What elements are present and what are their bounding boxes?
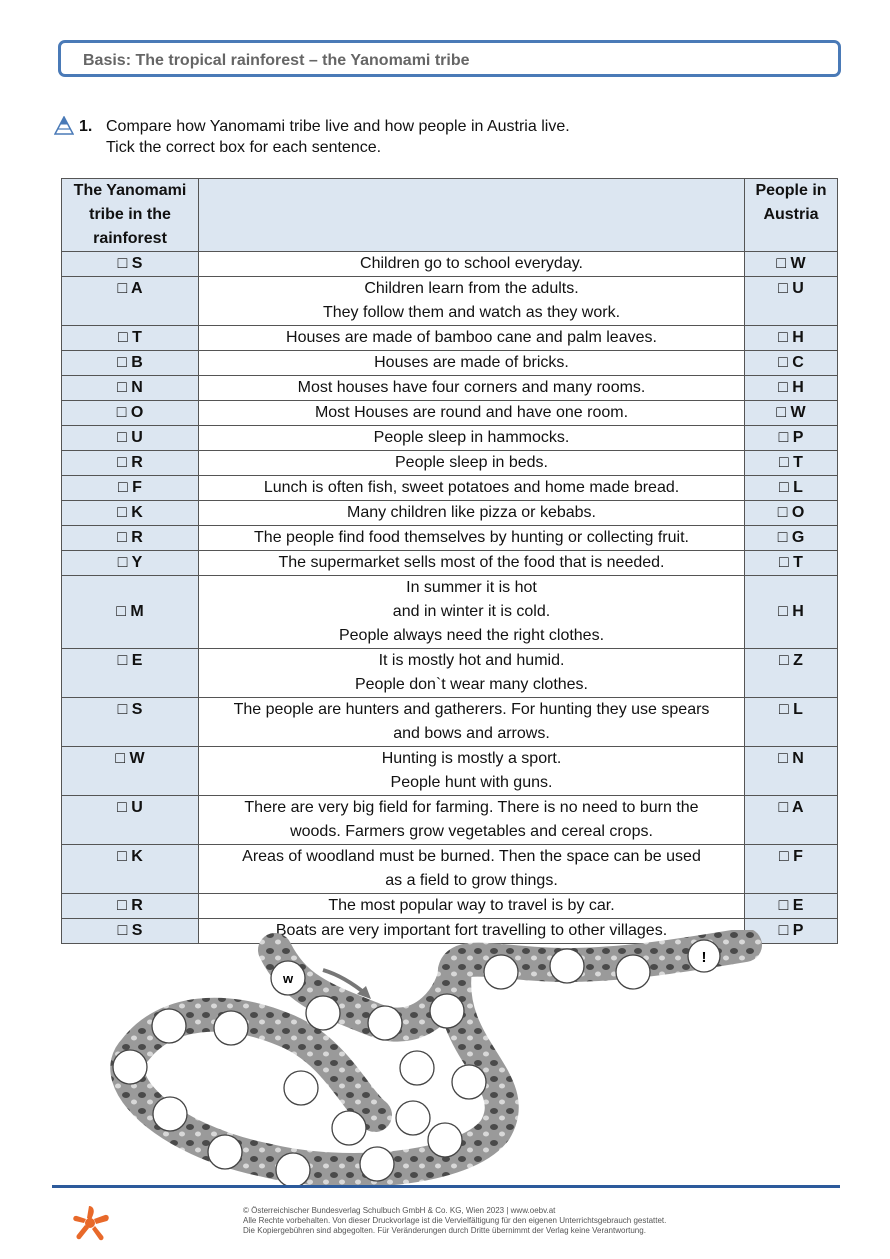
yanomami-checkbox[interactable]: □ O [62, 401, 199, 426]
yanomami-checkbox[interactable]: □ U [62, 426, 199, 451]
header-box [58, 40, 841, 77]
austria-checkbox[interactable]: □ L [745, 698, 838, 747]
statement-cell [199, 894, 745, 919]
task-number: 1. [79, 118, 93, 135]
statement-cell [199, 426, 745, 451]
yanomami-checkbox[interactable]: □ K [62, 845, 199, 894]
yanomami-checkbox[interactable]: □ R [62, 451, 199, 476]
statement-line: Children learn from the adults. [364, 280, 579, 297]
austria-checkbox[interactable]: □ W [745, 401, 838, 426]
yanomami-checkbox[interactable]: □ F [62, 476, 199, 501]
yanomami-checkbox[interactable]: □ Y [62, 551, 199, 576]
table-row [62, 277, 838, 326]
statement-cell [199, 351, 745, 376]
yanomami-checkbox[interactable]: □ W [62, 747, 199, 796]
austria-checkbox[interactable]: □ C [745, 351, 838, 376]
austria-checkbox[interactable]: □ T [745, 451, 838, 476]
austria-checkbox[interactable]: □ W [745, 252, 838, 277]
table-row [62, 576, 838, 649]
table-row [62, 526, 838, 551]
table-row [62, 894, 838, 919]
austria-checkbox[interactable]: □ G [745, 526, 838, 551]
column-header-yanomami: The Yanomami tribe in the rainforest [62, 179, 199, 252]
statement-line: Many children like pizza or kebabs. [346, 504, 596, 521]
table-row [62, 649, 838, 698]
table-row [62, 426, 838, 451]
statement-cell [199, 376, 745, 401]
statement-cell [199, 476, 745, 501]
statement-line: Lunch is often fish, sweet potatoes and home made bread. [263, 479, 680, 496]
table-row [62, 796, 838, 845]
comparison-table [61, 178, 838, 944]
yanomami-checkbox[interactable]: □ S [62, 698, 199, 747]
austria-checkbox[interactable]: □ P [745, 919, 838, 944]
yanomami-checkbox[interactable]: □ K [62, 501, 199, 526]
statement-line: In summer it is hot [406, 579, 537, 596]
table-row [62, 252, 838, 277]
statement-line: Most Houses are round and have one room. [314, 404, 629, 421]
yanomami-checkbox[interactable]: □ T [62, 326, 199, 351]
statement-line: People hunt with guns. [390, 774, 553, 791]
austria-checkbox[interactable]: □ H [745, 576, 838, 649]
level-pyramid-icon [54, 116, 74, 136]
statement-line: as a field to grow things. [385, 872, 558, 889]
publisher-logo-icon [72, 1204, 112, 1244]
austria-checkbox[interactable]: □ H [745, 376, 838, 401]
statement-line: It is mostly hot and humid. [378, 652, 565, 669]
yanomami-checkbox[interactable]: □ E [62, 649, 199, 698]
footer-copyright [243, 1206, 666, 1236]
column-header-austria: People in Austria [745, 179, 838, 252]
statement-line: Houses are made of bricks. [374, 354, 569, 371]
statement-line: Boats are very important fort travelling to other villages. [275, 922, 668, 939]
footer-line-1: © Österreichischer Bundesverlag Schulbuch GmbH & Co. KG, Wien 2023 | www.oebv.at [243, 1206, 556, 1215]
table-row [62, 376, 838, 401]
statement-cell [199, 526, 745, 551]
table-row [62, 845, 838, 894]
statement-line: and bows and arrows. [393, 725, 550, 742]
statement-line: There are very big field for farming. There is no need to burn the [244, 799, 699, 816]
statement-cell [199, 277, 745, 326]
task-instruction-1: Compare how Yanomami tribe live and how people in Austria live. [106, 118, 570, 135]
yanomami-checkbox[interactable]: □ R [62, 894, 199, 919]
snake-end-mark: ! [701, 949, 707, 966]
statement-line: Most houses have four corners and many rooms. [297, 379, 646, 396]
yanomami-checkbox[interactable]: □ S [62, 919, 199, 944]
statement-line: People don`t wear many clothes. [354, 676, 588, 693]
table-row [62, 747, 838, 796]
austria-checkbox[interactable]: □ U [745, 277, 838, 326]
yanomami-checkbox[interactable]: □ R [62, 526, 199, 551]
statement-line: Hunting is mostly a sport. [381, 750, 562, 767]
table-row [62, 351, 838, 376]
statement-cell [199, 501, 745, 526]
austria-checkbox[interactable]: □ O [745, 501, 838, 526]
statement-cell [199, 845, 745, 894]
yanomami-checkbox[interactable]: □ M [62, 576, 199, 649]
table-row [62, 326, 838, 351]
table-row [62, 551, 838, 576]
table-row [62, 698, 838, 747]
austria-checkbox[interactable]: □ H [745, 326, 838, 351]
austria-checkbox[interactable]: □ P [745, 426, 838, 451]
table-row [62, 476, 838, 501]
statement-cell [199, 649, 745, 698]
table-row [62, 501, 838, 526]
task-instruction-2: Tick the correct box for each sentence. [106, 139, 382, 156]
footer-divider [52, 1185, 840, 1188]
yanomami-checkbox[interactable]: □ A [62, 277, 199, 326]
austria-checkbox[interactable]: □ T [745, 551, 838, 576]
statement-line: People sleep in beds. [395, 454, 548, 471]
column-header-statement [199, 179, 745, 252]
statement-line: The people find food themselves by hunting or collecting fruit. [254, 529, 689, 546]
statement-line: Areas of woodland must be burned. Then the space can be used [242, 848, 701, 865]
austria-checkbox[interactable]: □ F [745, 845, 838, 894]
statement-line: People sleep in hammocks. [373, 429, 570, 446]
statement-line: The most popular way to travel is by car. [328, 897, 615, 914]
statement-cell [199, 698, 745, 747]
austria-checkbox[interactable]: □ E [745, 894, 838, 919]
austria-checkbox[interactable]: □ Z [745, 649, 838, 698]
statement-cell [199, 326, 745, 351]
statement-cell [199, 747, 745, 796]
table-row [62, 451, 838, 476]
statement-cell [199, 576, 745, 649]
footer-line-3: Die Kopiergebühren sind abgegolten. Für Veränderungen durch Dritte übernimmt der Verlag keine Verantwortung. [243, 1226, 646, 1235]
table-header-row [62, 179, 838, 252]
statement-line: Children go to school everyday. [360, 255, 583, 272]
snake-start-letter: w [282, 971, 294, 986]
austria-checkbox[interactable]: □ N [745, 747, 838, 796]
statement-line: The people are hunters and gatherers. For hunting they use spears [233, 701, 710, 718]
austria-checkbox[interactable]: □ A [745, 796, 838, 845]
statement-cell [199, 401, 745, 426]
statement-line: woods. Farmers grow vegetables and cereal crops. [290, 823, 653, 840]
statement-line: People always need the right clothes. [338, 627, 605, 644]
statement-cell [199, 451, 745, 476]
snake-puzzle-illustration [105, 930, 765, 1190]
statement-line: The supermarket sells most of the food that is needed. [278, 554, 665, 571]
table-row [62, 401, 838, 426]
page-title: Basis: The tropical rainforest – the Yanomami tribe [83, 52, 470, 69]
yanomami-checkbox[interactable]: □ B [62, 351, 199, 376]
statement-cell [199, 252, 745, 277]
yanomami-checkbox[interactable]: □ N [62, 376, 199, 401]
statement-cell [199, 551, 745, 576]
footer-line-2: Alle Rechte vorbehalten. Von dieser Druckvorlage ist die Vervielfältigung für den eigenen Unterrichtsgebrauch gestattet. [243, 1216, 667, 1225]
statement-line: Houses are made of bamboo cane and palm leaves. [286, 329, 657, 346]
yanomami-checkbox[interactable]: □ S [62, 252, 199, 277]
yanomami-checkbox[interactable]: □ U [62, 796, 199, 845]
austria-checkbox[interactable]: □ L [745, 476, 838, 501]
statement-cell [199, 796, 745, 845]
statement-line: and in winter it is cold. [392, 603, 551, 620]
statement-line: They follow them and watch as they work. [322, 304, 621, 321]
